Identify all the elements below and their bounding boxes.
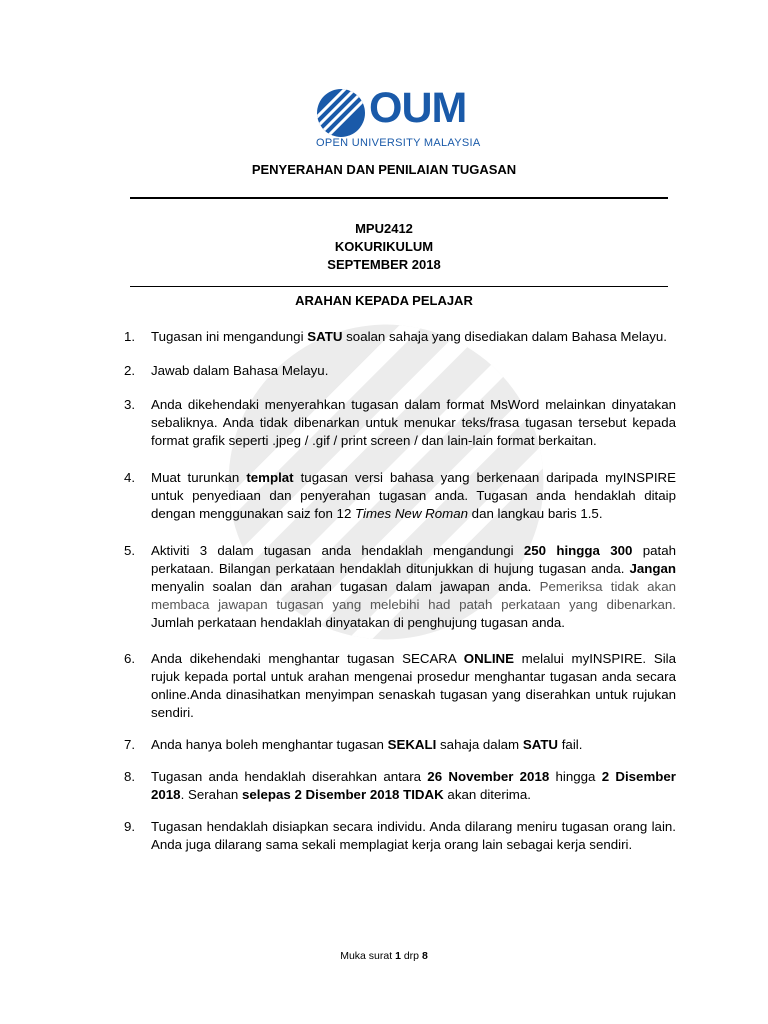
divider [130, 197, 668, 199]
instruction-text-segment: Pemeriksa tidak akan membaca jawapan tugasan yang melebihi had patah perkataan yang dibenarkan. [151, 579, 676, 612]
instruction-text-segment: dan langkau baris 1.5. [467, 506, 603, 521]
page-number: 1 [395, 950, 401, 962]
instruction-text-segment: Anda dikehendaki menyerahkan tugasan dalam format MsWord melainkan dinyatakan sebaliknya. Anda tidak dibenarkan untuk menukar teks/frasa tugasan tersebut kepada format grafik seperti .jpeg / .gif / print screen / dan lain-lain format berkaitan. [151, 397, 676, 448]
instruction-text-segment: 26 November 2018 [427, 769, 550, 784]
instruction-text-segment: tugasan versi bahasa yang berkenaan daripada myINSPIRE untuk penyediaan dan penyerahan tugasan anda. Tugasan anda hendaklah ditaip dengan menggunakan saiz fon 12 [151, 470, 676, 521]
instruction-text-segment: sahaja dalam [436, 737, 523, 752]
instruction-item [124, 469, 676, 523]
instruction-item [124, 768, 676, 804]
instruction-list [124, 328, 676, 854]
instruction-text-segment: akan diterima. [443, 787, 531, 802]
instruction-text-segment: SATU [522, 737, 559, 752]
logo-wordmark: OUM [369, 84, 467, 132]
instruction-text-segment: 2 Disember 2018 [151, 769, 676, 802]
instruction-text-segment: Anda hanya boleh menghantar tugasan [151, 737, 388, 752]
instruction-text-segment: Tugasan hendaklah disiapkan secara individu. Anda dilarang meniru tugasan orang lain. Anda juga dilarang sama sekali memplagiat kerja orang lain sebagai kerja sendiri. [151, 819, 676, 852]
instruction-text-segment: ONLINE [463, 651, 514, 666]
instruction-text-segment: Tugasan ini mengandungi [151, 329, 308, 344]
instruction-number: 8. [124, 769, 136, 784]
instruction-text-segment: soalan sahaja yang disediakan dalam Bahasa Melayu. [342, 329, 667, 344]
instruction-item [124, 650, 676, 722]
instruction-number: 2. [124, 363, 136, 378]
instruction-text-segment: templat [246, 470, 294, 485]
page-footer [0, 950, 768, 962]
instruction-text [151, 737, 582, 752]
document-title: PENYERAHAN DAN PENILAIAN TUGASAN [251, 162, 517, 177]
divider [130, 286, 668, 287]
instruction-item [124, 818, 676, 854]
instruction-text-segment: fail. [558, 737, 583, 752]
instruction-number: 6. [124, 651, 136, 666]
instruction-number: 7. [124, 737, 136, 752]
instruction-text [151, 363, 328, 378]
instruction-item [124, 328, 676, 346]
footer-prefix: Muka surat [340, 950, 396, 962]
instruction-text-segment: patah perkataan. Bilangan perkataan hendaklah ditunjukkan di hujung tugasan anda. [151, 543, 676, 576]
instruction-text-segment: Jawab dalam Bahasa Melayu. [151, 363, 329, 378]
instruction-text-segment: melalui myINSPIRE. Sila rujuk kepada portal untuk arahan mengenai prosedur menghantar tugasan anda secara online.Anda dinasihatkan menyimpan senaskah tugasan yang diserahkan untuk rujukan sendiri. [151, 651, 676, 720]
instruction-text [151, 543, 676, 630]
instruction-text-segment: Jumlah perkataan hendaklah dinyatakan di penghujung tugasan anda. [151, 615, 566, 630]
instruction-item [124, 736, 676, 754]
instruction-text [151, 329, 667, 344]
instruction-text-segment: selepas 2 Disember 2018 TIDAK [241, 787, 444, 802]
instruction-item [124, 396, 676, 450]
instruction-text-segment: SATU [307, 329, 343, 344]
instruction-text-segment: Tugasan anda hendaklah diserahkan antara [151, 769, 428, 784]
instruction-text [151, 819, 676, 852]
instruction-number: 3. [124, 397, 136, 412]
instruction-number: 5. [124, 543, 136, 558]
course-code: MPU2412 [355, 221, 413, 236]
instruction-text-segment: Jangan [629, 561, 676, 576]
instruction-text [151, 651, 676, 720]
instruction-text [151, 769, 676, 802]
instruction-text-segment: SEKALI [387, 737, 437, 752]
oum-emblem-icon [316, 88, 366, 138]
page-total: 8 [421, 950, 428, 962]
instruction-number: 4. [124, 470, 136, 485]
instruction-text-segment: . Serahan [180, 787, 242, 802]
instruction-number: 1. [124, 329, 136, 344]
instruction-item [124, 542, 676, 632]
instruction-text-segment: menyalin soalan dan arahan tugasan dalam jawapan anda. [151, 579, 540, 594]
instruction-item [124, 362, 676, 380]
instruction-text-segment: Anda dikehendaki menghantar tugasan SECARA [151, 651, 464, 666]
footer-middle: drp [400, 950, 422, 962]
instruction-text-segment: hingga [549, 769, 602, 784]
semester: SEPTEMBER 2018 [327, 257, 441, 272]
instruction-text-segment: 250 hingga 300 [523, 543, 633, 558]
instruction-number: 9. [124, 819, 136, 834]
university-name: OPEN UNIVERSITY MALAYSIA [316, 137, 481, 149]
instruction-text-segment: Muat turunkan [151, 470, 247, 485]
instruction-text-segment: Times New Roman [355, 506, 468, 521]
instruction-text [151, 470, 676, 521]
section-title: ARAHAN KEPADA PELAJAR [295, 293, 473, 308]
course-block [0, 220, 768, 274]
instruction-text [151, 397, 676, 448]
course-name: KOKURIKULUM [334, 239, 434, 254]
instruction-text-segment: Aktiviti 3 dalam tugasan anda hendaklah mengandungi [151, 543, 524, 558]
